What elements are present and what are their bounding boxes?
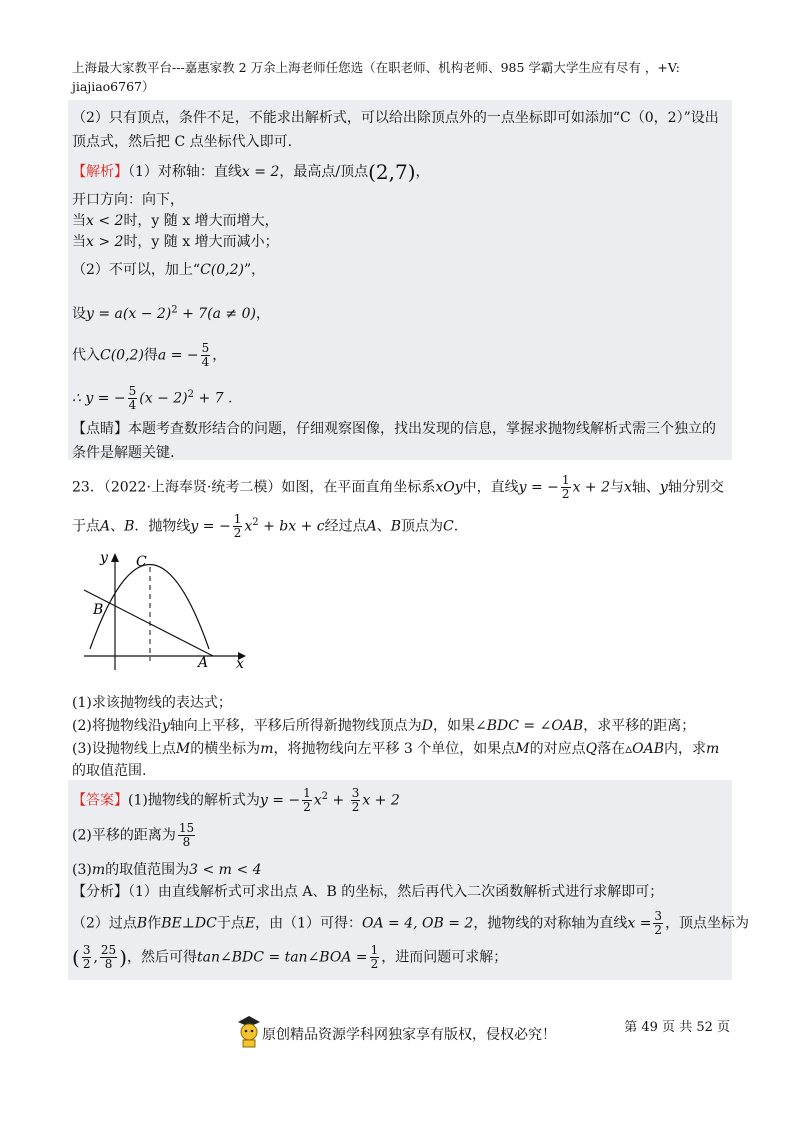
fraction: $\frac{1}{2}$ xyxy=(233,512,242,540)
fraction: $\frac{3}{2}$ xyxy=(82,943,91,971)
answer-line-3: (3)m的取值范围为3 < m < 4 xyxy=(72,862,262,878)
jiexi-line-8: ∴ y = − $\frac{5}{4}$ $(x - 2)^2 + 7$ . xyxy=(72,384,233,412)
jiexi-line-6: 设$y = a(x - 2)^2 + 7(a \ne 0)$， xyxy=(72,304,270,322)
copyright-notice: 原创精品资源学科网独家享有版权，侵权必究！ xyxy=(262,1027,556,1043)
fenxi-line-1: 【分析】（1）由直线解析式可求出点 A、B 的坐标，然后再代入二次函数解析式进行求解即可； xyxy=(72,884,664,900)
page-header xyxy=(72,58,732,96)
fenxi-line-3: ( $\frac{3}{2}$ , $\frac{25}{8}$ )，然后可得tan∠BDC = tan∠BOA = $\frac{1}{2}$ ，进而问题可求解； xyxy=(72,943,508,971)
fraction: $\frac{1}{2}$ xyxy=(561,473,570,501)
jiexi-line-1: 【解析】（1）对称轴：直线x = 2，最高点/顶点(2,7)， xyxy=(72,160,430,184)
jiexi-line-4: 当x > 2时，y 随 x 增大而减小； xyxy=(72,234,279,250)
subquestion-2: (2)将抛物线沿y轴向上平移，平移后所得新抛物线顶点为D，如果∠BDC = ∠OAB，求平移的距离； xyxy=(72,718,696,734)
parabola-figure xyxy=(78,545,253,675)
question-23-line-1: 23．（2022·上海奉贤·统考二模）如图，在平面直角坐标系xOy中，直线y = − $\frac{1}{2}$ x + 2与x轴、y轴分别交 xyxy=(72,473,724,501)
fraction: $\frac{5}{4}$ xyxy=(201,341,210,369)
fraction: $\frac{3}{2}$ xyxy=(351,786,360,814)
fraction: $\frac{1}{2}$ xyxy=(303,786,311,814)
top-line-1: （2）只有顶点，条件不足，不能求出解析式，可以给出除顶点外的一点坐标即可如添加“C（0，2）”设出 xyxy=(72,110,719,126)
label-x: x xyxy=(236,656,244,672)
subquestion-1: (1)求该抛物线的表达式； xyxy=(72,695,232,711)
fenxi-line-2: （2）过点B作BE⊥DC于点E，由（1）可得：OA = 4, OB = 2，抛物线的对称轴为直线x = $\frac{3}{2}$ ，顶点坐标为 xyxy=(72,909,750,937)
answer-line-1: 【答案】(1)抛物线的解析式为y = − $\frac{1}{2}$ $x^2$ + $\frac{3}{2}$ x + 2 xyxy=(72,786,400,814)
label-C: C xyxy=(136,554,147,570)
y-axis-arrow xyxy=(111,553,119,562)
header-line-2: jiajiao6767） xyxy=(72,79,155,94)
fraction: $\frac{15}{8}$ xyxy=(178,821,195,849)
subquestion-3-cont: 的取值范围. xyxy=(72,763,147,779)
subquestion-3: (3)设抛物线上点M的横坐标为m，将抛物线向左平移 3 个单位，如果点M的对应点Q落在▵OAB内，求m xyxy=(72,741,720,757)
header-line-1: 上海最大家教平台---嘉惠家教 2 万余上海老师任您选（在职老师、机构老师、985 学霸大学生应有尽有 ，+V: xyxy=(72,60,680,75)
page-number: 第 49 页 共 52 页 xyxy=(624,1020,730,1035)
question-23-line-2: 于点A、B．抛物线y = − $\frac{1}{2}$ $x^2$ + bx + c经过点A、B顶点为C. xyxy=(72,512,459,540)
dianjing-line-2: 条件是解题关键. xyxy=(72,445,175,461)
fraction: $\frac{5}{4}$ xyxy=(128,384,137,412)
top-line-2: 顶点式，然后把 C 点坐标代入即可. xyxy=(72,134,293,150)
jiexi-line-2: 开口方向：向下， xyxy=(72,192,184,208)
dianjing-tag: 【点睛】 xyxy=(72,421,128,437)
dianjing-line-1: 【点睛】本题考查数形结合的问题，仔细观察图像，找出发现的信息，掌握求抛物线解析式需三个独立的 xyxy=(72,421,716,437)
label-B: B xyxy=(93,602,104,618)
answer-tag: 【答案】 xyxy=(72,792,128,809)
label-A: A xyxy=(198,655,209,671)
jiexi-line-7: 代入C(0,2)得a = − $\frac{5}{4}$ ， xyxy=(72,341,227,369)
label-y: y xyxy=(100,550,108,566)
jiexi-line-5: （2）不可以，加上“C(0,2)”， xyxy=(72,262,266,278)
fraction: $\frac{3}{2}$ xyxy=(654,909,663,937)
fraction: $\frac{25}{8}$ xyxy=(100,943,117,971)
answer-line-2: (2)平移的距离为 $\frac{15}{8}$ xyxy=(72,821,195,849)
fenxi-tag: 【分析】 xyxy=(72,884,128,900)
line-AB xyxy=(84,590,213,656)
graduate-mascot-icon xyxy=(236,1014,262,1048)
fraction: $\frac{1}{2}$ xyxy=(370,943,379,971)
jiexi-tag: 【解析】 xyxy=(72,164,128,180)
jiexi-line-3: 当x < 2时，y 随 x 增大而增大， xyxy=(72,213,279,229)
